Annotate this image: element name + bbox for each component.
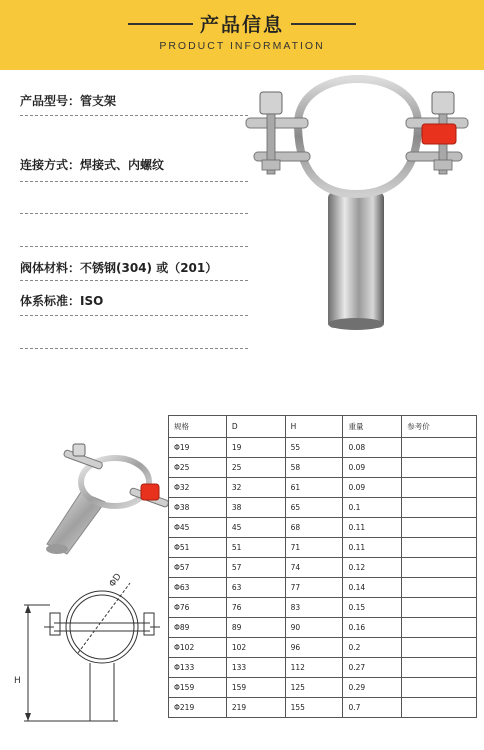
table-cell: Φ63 — [169, 578, 227, 598]
table-cell — [402, 618, 477, 638]
pipe-circle — [70, 595, 134, 659]
table-cell: 219 — [226, 698, 285, 718]
header-line-right — [291, 23, 356, 25]
table-body — [169, 438, 477, 718]
table-cell: Φ25 — [169, 458, 227, 478]
divider — [20, 213, 248, 214]
red-cap — [422, 124, 456, 144]
table-cell: Φ57 — [169, 558, 227, 578]
table-cell: 32 — [226, 478, 285, 498]
spec-label: 阀体材料： — [20, 261, 81, 275]
table-cell: 90 — [285, 618, 343, 638]
table-cell: 74 — [285, 558, 343, 578]
table-cell — [402, 578, 477, 598]
table-cell: 57 — [226, 558, 285, 578]
table-cell: 76 — [226, 598, 285, 618]
product-photo-small — [33, 430, 168, 560]
table-row — [169, 458, 477, 478]
divider — [20, 280, 248, 281]
table-row — [169, 638, 477, 658]
col-header-price: 参考价 — [402, 416, 477, 438]
table-cell: 0.1 — [343, 498, 402, 518]
table-cell — [402, 698, 477, 718]
table-cell: 0.09 — [343, 458, 402, 478]
table-cell: 25 — [226, 458, 285, 478]
nut-left — [262, 160, 280, 170]
table-cell: 19 — [226, 438, 285, 458]
red-cap — [141, 484, 159, 500]
col-header-d: D — [226, 416, 285, 438]
page-title: 产品信息 — [199, 14, 284, 36]
table-cell: Φ45 — [169, 518, 227, 538]
table-cell: Φ32 — [169, 478, 227, 498]
table-cell: 155 — [285, 698, 343, 718]
table-cell — [402, 518, 477, 538]
table-row — [169, 698, 477, 718]
table-cell: Φ102 — [169, 638, 227, 658]
table-cell: 71 — [285, 538, 343, 558]
spec-label: 产品型号： — [20, 94, 81, 108]
col-header-h: H — [285, 416, 343, 438]
dim-d-label: ΦD — [107, 571, 124, 590]
bolt-head-left — [260, 92, 282, 114]
table-cell: 45 — [226, 518, 285, 538]
spec-label: 体系标准： — [20, 294, 81, 308]
table-row — [169, 658, 477, 678]
bolt-head-right — [432, 92, 454, 114]
table-cell: 38 — [226, 498, 285, 518]
table-cell: 89 — [226, 618, 285, 638]
table-cell: Φ76 — [169, 598, 227, 618]
table-cell — [402, 498, 477, 518]
table-cell: Φ51 — [169, 538, 227, 558]
table-row — [169, 498, 477, 518]
table-cell: 83 — [285, 598, 343, 618]
table-row — [169, 678, 477, 698]
table-row — [169, 558, 477, 578]
table-cell: 0.11 — [343, 518, 402, 538]
table-cell: 77 — [285, 578, 343, 598]
spec-value: 管支架 — [80, 94, 117, 108]
spec-model — [20, 92, 116, 109]
table-cell: 0.12 — [343, 558, 402, 578]
table-cell: Φ133 — [169, 658, 227, 678]
divider — [20, 315, 248, 316]
col-header-weight: 重量 — [343, 416, 402, 438]
page-subtitle: PRODUCT INFORMATION — [159, 40, 325, 52]
table-cell: 159 — [226, 678, 285, 698]
table-row — [169, 518, 477, 538]
spec-value: 焊接式、内螺纹 — [80, 158, 165, 172]
table-cell: 68 — [285, 518, 343, 538]
spec-material — [20, 259, 217, 276]
table-cell — [402, 538, 477, 558]
table-cell: 51 — [226, 538, 285, 558]
spec-label: 连接方式： — [20, 158, 81, 172]
table-cell: Φ38 — [169, 498, 227, 518]
table-cell: 0.29 — [343, 678, 402, 698]
table-cell: 58 — [285, 458, 343, 478]
table-cell: 65 — [285, 498, 343, 518]
table-cell — [402, 438, 477, 458]
flange-left — [246, 118, 308, 128]
table-cell: 0.2 — [343, 638, 402, 658]
table-cell: 96 — [285, 638, 343, 658]
divider — [20, 348, 248, 349]
clamp-ring — [298, 79, 418, 194]
col-header-spec: 规格 — [169, 416, 227, 438]
table-header-row — [169, 416, 477, 438]
nut-right — [434, 160, 452, 170]
table-cell — [402, 638, 477, 658]
table-row — [169, 478, 477, 498]
spec-table — [168, 415, 477, 718]
table-cell — [402, 458, 477, 478]
product-photo — [240, 74, 476, 336]
table-cell: 63 — [226, 578, 285, 598]
dim-h-label: H — [14, 676, 21, 686]
table-cell: 0.15 — [343, 598, 402, 618]
table-cell: 125 — [285, 678, 343, 698]
table-cell: Φ159 — [169, 678, 227, 698]
table-cell: 0.16 — [343, 618, 402, 638]
table-cell — [402, 558, 477, 578]
table-cell: Φ19 — [169, 438, 227, 458]
table-cell — [402, 478, 477, 498]
table-row — [169, 598, 477, 618]
table-cell: Φ219 — [169, 698, 227, 718]
table-row — [169, 538, 477, 558]
table-cell: 133 — [226, 658, 285, 678]
spec-standard — [20, 292, 103, 309]
divider — [20, 246, 248, 247]
technical-drawing — [10, 565, 170, 730]
table-cell: 0.11 — [343, 538, 402, 558]
spec-value: ISO — [80, 294, 104, 308]
table-cell: 0.08 — [343, 438, 402, 458]
table-cell: 55 — [285, 438, 343, 458]
spec-connection — [20, 156, 164, 173]
table-cell — [402, 598, 477, 618]
table-cell: 0.09 — [343, 478, 402, 498]
spec-value: 不锈钢(304) 或（201） — [80, 261, 218, 275]
header-banner — [0, 0, 484, 70]
table-cell: 102 — [226, 638, 285, 658]
table-cell: 0.27 — [343, 658, 402, 678]
table-cell: 0.7 — [343, 698, 402, 718]
table-cell: 112 — [285, 658, 343, 678]
table-cell: Φ89 — [169, 618, 227, 638]
table-row — [169, 578, 477, 598]
table-row — [169, 618, 477, 638]
table-cell: 0.14 — [343, 578, 402, 598]
divider — [20, 181, 248, 182]
divider — [20, 115, 248, 116]
post — [328, 192, 384, 328]
table-cell — [402, 658, 477, 678]
table-cell: 61 — [285, 478, 343, 498]
table-cell — [402, 678, 477, 698]
table-row — [169, 438, 477, 458]
